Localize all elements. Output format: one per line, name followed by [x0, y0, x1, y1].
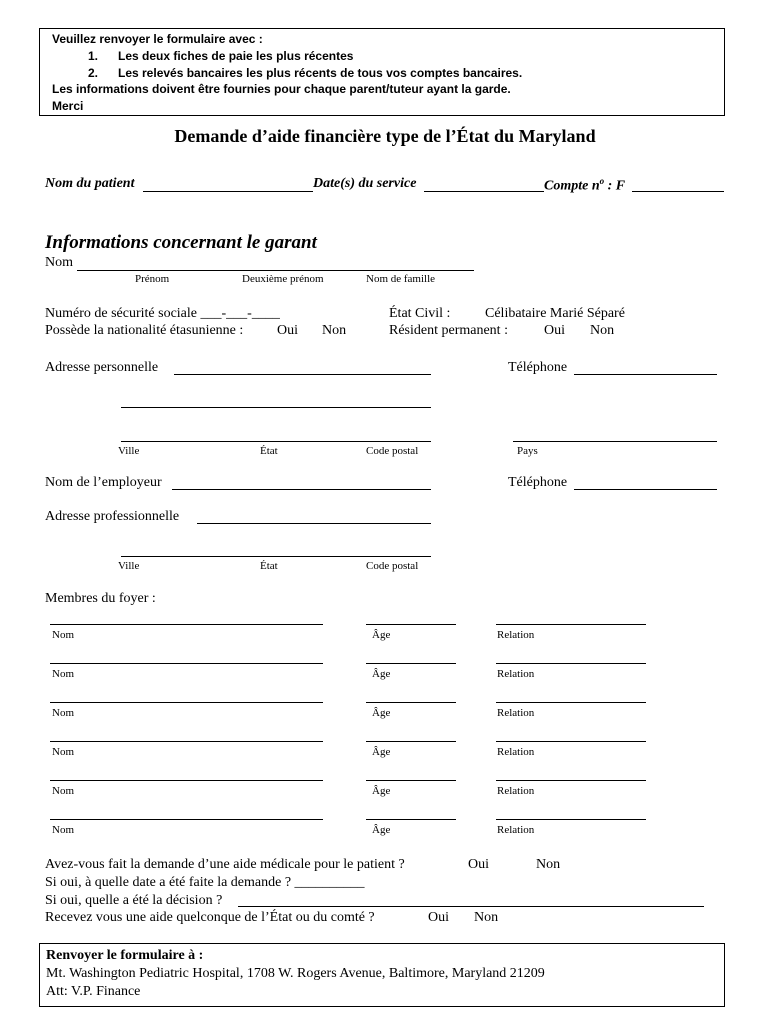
nationality-non-option[interactable]: Non	[322, 323, 347, 338]
household-relation-caption: Relation	[497, 707, 535, 719]
household-relation-field[interactable]	[496, 741, 646, 742]
home-phone-label: Téléphone	[508, 360, 568, 375]
resident-non-option[interactable]: Non	[590, 323, 615, 338]
return-attention: Att: V.P. Finance	[46, 984, 141, 999]
guarantor-heading: Informations concernant le garant	[45, 232, 317, 253]
household-name-field[interactable]	[50, 663, 323, 664]
resident-oui-option[interactable]: Oui	[544, 323, 565, 338]
household-relation-field[interactable]	[496, 624, 646, 625]
employer-field[interactable]	[172, 489, 431, 490]
home-address-field[interactable]	[174, 374, 431, 375]
state-caption: État	[260, 560, 278, 572]
household-relation-field[interactable]	[496, 663, 646, 664]
decision-field[interactable]	[238, 906, 704, 907]
household-age-caption: Âge	[372, 668, 391, 680]
household-age-field[interactable]	[366, 780, 456, 781]
household-name-field[interactable]	[50, 624, 323, 625]
household-relation-field[interactable]	[496, 702, 646, 703]
household-name-caption: Nom	[52, 824, 74, 836]
household-age-caption: Âge	[372, 629, 391, 641]
employer-label: Nom de l’employeur	[45, 475, 162, 490]
household-name-caption: Nom	[52, 746, 74, 758]
state-aid-oui-option[interactable]: Oui	[428, 910, 449, 925]
household-name-caption: Nom	[52, 629, 74, 641]
medical-aid-non-option[interactable]: Non	[536, 857, 561, 872]
account-number-label: Compte $n^o$ : F	[544, 176, 626, 194]
work-phone-label: Téléphone	[508, 475, 568, 490]
application-date-field[interactable]: Si oui, à quelle date a été faite la demande ? __________	[45, 875, 365, 890]
instructions-item: Les deux fiches de paie les plus récentes	[118, 49, 354, 63]
permanent-resident-label: Résident permanent :	[389, 323, 508, 338]
instructions-box	[39, 28, 725, 116]
patient-name-label: Nom du patient	[45, 176, 135, 191]
household-relation-caption: Relation	[497, 746, 535, 758]
state-caption: État	[260, 445, 278, 457]
home-address-line2-field[interactable]	[121, 407, 431, 408]
household-name-field[interactable]	[50, 741, 323, 742]
service-dates-label: Date(s) du service	[313, 176, 417, 191]
household-relation-caption: Relation	[497, 824, 535, 836]
home-phone-field[interactable]	[574, 374, 717, 375]
household-name-field[interactable]	[50, 702, 323, 703]
city-caption: Ville	[118, 560, 140, 572]
nationality-label: Possède la nationalité étasunienne :	[45, 323, 244, 338]
household-relation-caption: Relation	[497, 668, 535, 680]
household-name-caption: Nom	[52, 668, 74, 680]
instructions-thanks: Merci	[52, 99, 84, 113]
household-age-field[interactable]	[366, 741, 456, 742]
first-name-caption: Prénom	[135, 273, 170, 285]
last-name-caption: Nom de famille	[366, 273, 436, 285]
return-address: Mt. Washington Pediatric Hospital, 1708 W. Rogers Avenue, Baltimore, Maryland 21209	[46, 966, 545, 981]
household-name-field[interactable]	[50, 819, 323, 820]
household-age-field[interactable]	[366, 663, 456, 664]
guarantor-name-label: Nom	[45, 255, 73, 270]
instructions-item-number: 1.	[88, 49, 99, 63]
service-dates-field[interactable]	[424, 191, 544, 192]
account-number-field[interactable]	[632, 191, 724, 192]
work-city-state-zip-field[interactable]	[121, 556, 431, 557]
state-aid-non-option[interactable]: Non	[474, 910, 499, 925]
form-title: Demande d’aide financière type de l’État du Maryland	[174, 126, 596, 146]
country-caption: Pays	[517, 445, 538, 457]
civil-status-label: État Civil :	[389, 306, 451, 321]
household-relation-field[interactable]	[496, 780, 646, 781]
nationality-oui-option[interactable]: Oui	[277, 323, 298, 338]
household-age-field[interactable]	[366, 624, 456, 625]
civil-status-options[interactable]: Célibataire Marié Séparé	[485, 306, 625, 321]
instructions-intro: Veuillez renvoyer le formulaire avec :	[52, 32, 263, 46]
household-heading: Membres du foyer :	[45, 591, 156, 606]
work-address-field[interactable]	[197, 523, 431, 524]
household-age-caption: Âge	[372, 746, 391, 758]
household-name-caption: Nom	[52, 785, 74, 797]
household-relation-field[interactable]	[496, 819, 646, 820]
work-phone-field[interactable]	[574, 489, 717, 490]
zip-caption: Code postal	[366, 445, 419, 457]
household-age-caption: Âge	[372, 785, 391, 797]
household-age-caption: Âge	[372, 707, 391, 719]
work-address-label: Adresse professionnelle	[45, 509, 180, 524]
household-relation-caption: Relation	[497, 785, 535, 797]
home-country-field[interactable]	[513, 441, 717, 442]
home-city-state-zip-field[interactable]	[121, 441, 431, 442]
medical-aid-oui-option[interactable]: Oui	[468, 857, 489, 872]
decision-label: Si oui, quelle a été la décision ?	[45, 893, 223, 908]
household-name-field[interactable]	[50, 780, 323, 781]
home-address-label: Adresse personnelle	[45, 360, 159, 375]
patient-name-field[interactable]	[143, 191, 313, 192]
zip-caption: Code postal	[366, 560, 419, 572]
household-name-caption: Nom	[52, 707, 74, 719]
guarantor-name-field[interactable]	[77, 270, 474, 271]
ssn-field[interactable]: Numéro de sécurité sociale ___-___-____	[45, 306, 280, 321]
household-age-field[interactable]	[366, 702, 456, 703]
instructions-item-number: 2.	[88, 66, 99, 80]
instructions-note: Les informations doivent être fournies pour chaque parent/tuteur ayant la garde.	[52, 82, 511, 96]
return-address-box	[39, 943, 725, 1007]
state-aid-question: Recevez vous une aide quelconque de l’État ou du comté ?	[45, 910, 375, 925]
instructions-item: Les relevés bancaires les plus récents de tous vos comptes bancaires.	[118, 66, 523, 80]
household-relation-caption: Relation	[497, 629, 535, 641]
return-heading: Renvoyer le formulaire à :	[46, 948, 204, 963]
household-age-caption: Âge	[372, 824, 391, 836]
household-age-field[interactable]	[366, 819, 456, 820]
middle-name-caption: Deuxième prénom	[242, 273, 324, 285]
medical-aid-question: Avez-vous fait la demande d’une aide médicale pour le patient ?	[45, 857, 405, 872]
city-caption: Ville	[118, 445, 140, 457]
